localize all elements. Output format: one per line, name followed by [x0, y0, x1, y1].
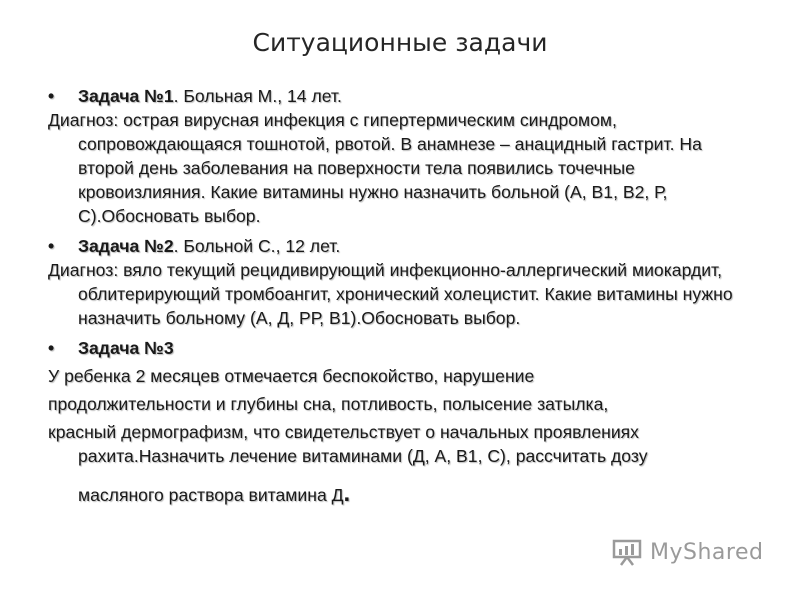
task-1-body: Диагноз: острая вирусная инфекция с гипертермическим синдромом, сопровождающаяся тошнотой, рвотой. В анамнезе – анацидный гастрит. На второй день заболевания на поверхности тела появились точечные кровоизлияния. Какие витамины нужно назначить больной (А, В1, В2, Р, С).Обосновать выбор.	[48, 110, 702, 226]
task-3-line-4	[48, 482, 748, 507]
task-2-label: Задача №2	[78, 236, 174, 256]
presentation-board-icon	[612, 538, 642, 566]
task-3-line-4-text: масляного раствора витамина Д	[78, 485, 344, 505]
bullet-icon: •	[48, 236, 55, 256]
slide-title: Ситуационные задачи	[252, 28, 548, 57]
task-2-body: Диагноз: вяло текущий рецидивирующий инфекционно-аллергический миокардит, облитерирующий тромбоангит, хронический холецистит. Какие витамины нужно назначить больному (А, Д, РР, В1).Обосновать выбор.	[48, 260, 733, 328]
bullet-icon: •	[48, 86, 55, 106]
task-2-patient: . Больной С., 12 лет.	[173, 236, 341, 256]
task-3-heading	[48, 336, 748, 360]
bullet-icon: •	[48, 338, 55, 358]
task-3-line-4-period: .	[343, 480, 351, 507]
task-3-label: Задача №3	[78, 338, 174, 358]
slide-content	[48, 78, 748, 507]
myshared-watermark	[612, 538, 763, 566]
task-3-line-3: красный дермографизм, что свидетельствует о начальных проявлениях рахита.Назначить лечение витаминами (Д, А, В1, С), рассчитать дозу	[48, 422, 648, 466]
task-1-label: Задача №1	[78, 86, 174, 106]
task-1-patient: . Больная М., 14 лет.	[173, 86, 342, 106]
task-2-heading	[48, 234, 748, 258]
task-3-line-2: продолжительности и глубины сна, потливость, полысение затылка,	[48, 394, 609, 414]
task-1-heading	[48, 84, 748, 108]
watermark-text: MyShared	[650, 539, 764, 565]
task-3-line-1: У ребенка 2 месяцев отмечается беспокойство, нарушение	[48, 366, 535, 386]
